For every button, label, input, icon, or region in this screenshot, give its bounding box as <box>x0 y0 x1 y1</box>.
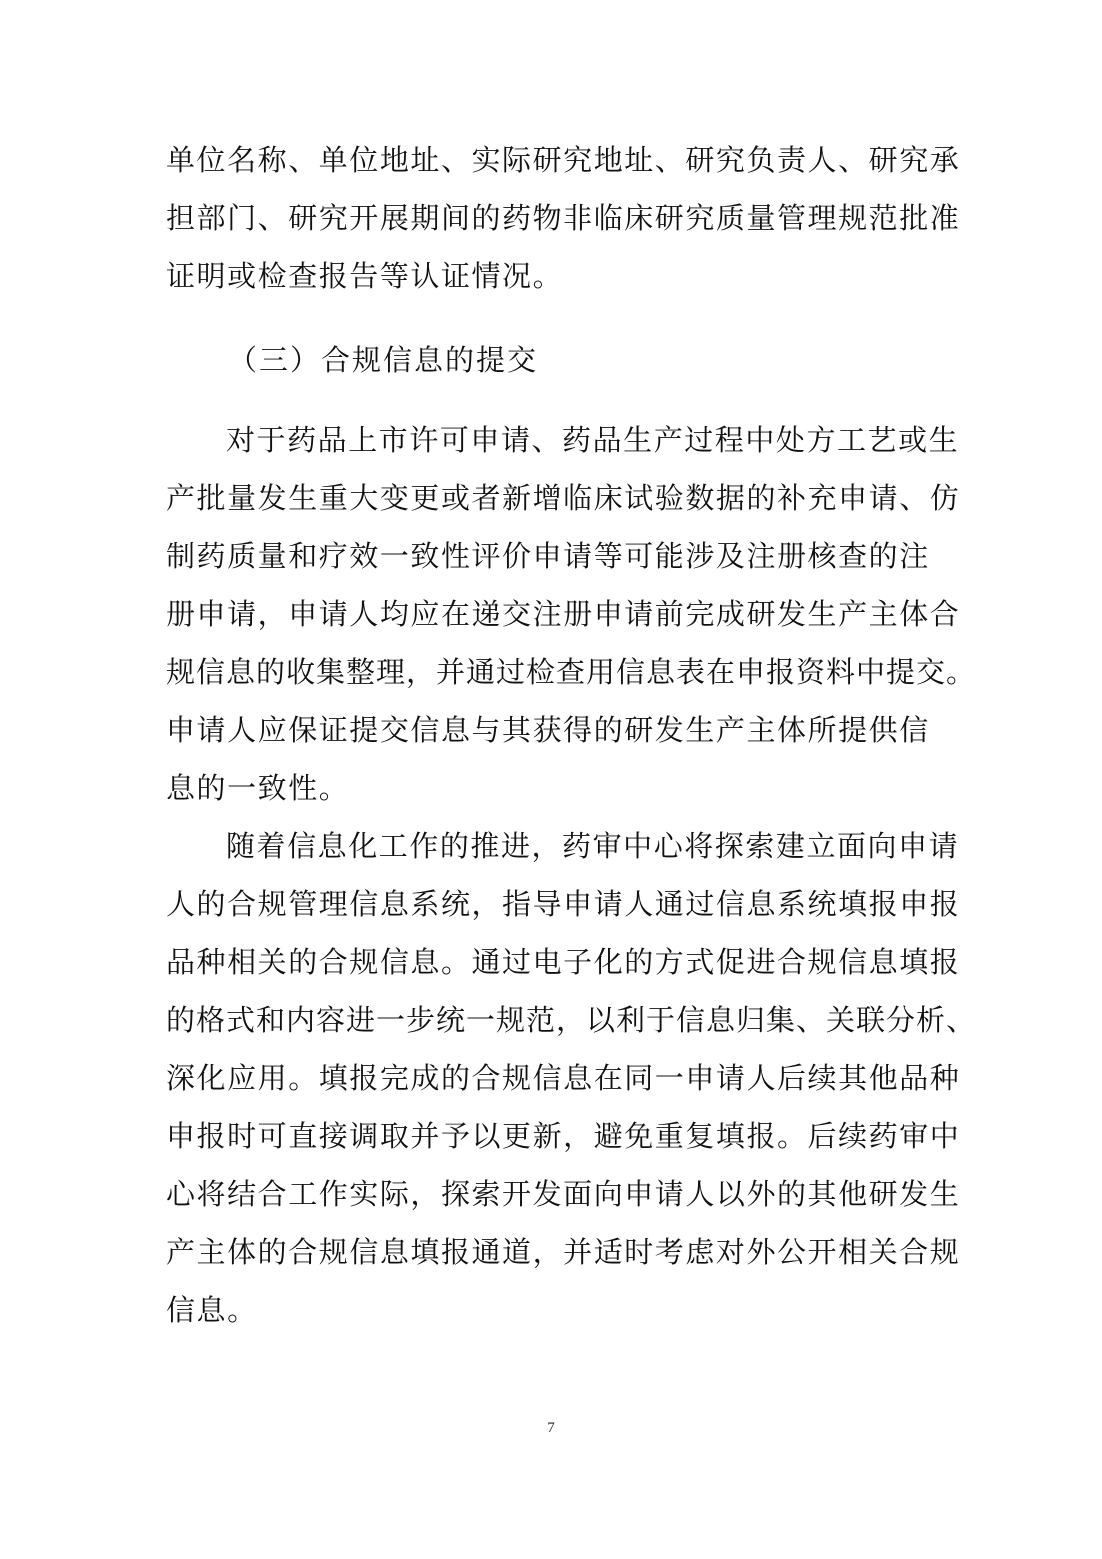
paragraph-2-line-5: 规信息的收集整理，并通过检查用信息表在申报资料中提交。 <box>166 655 977 689</box>
paragraph-2-line-4: 册申请，申请人均应在递交注册申请前完成研发生产主体合 <box>166 597 961 631</box>
paragraph-3-line-5: 深化应用。填报完成的合规信息在同一申请人后续其他品种 <box>166 1061 961 1095</box>
paragraph-2-line-7: 息的一致性。 <box>166 771 350 805</box>
paragraph-3-line-7: 心将结合工作实际，探索开发面向申请人以外的其他研发生 <box>166 1177 961 1211</box>
paragraph-2-line-3: 制药质量和疗效一致性评价申请等可能涉及注册核查的注 <box>166 539 930 573</box>
paragraph-1-line-1: 单位名称、单位地址、实际研究地址、研究负责人、研究承 <box>166 143 961 177</box>
section-heading: （三）合规信息的提交 <box>228 343 539 377</box>
paragraph-3-line-3: 品种相关的合规信息。通过电子化的方式促进合规信息填报 <box>166 945 961 979</box>
paragraph-3-line-4: 的格式和内容进一步统一规范，以利于信息归集、关联分析、 <box>166 1003 977 1037</box>
paragraph-2-line-2: 产批量发生重大变更或者新增临床试验数据的补充申请、仿 <box>166 481 961 515</box>
paragraph-1-line-3: 证明或检查报告等认证情况。 <box>166 259 564 293</box>
paragraph-3-line-1: 随着信息化工作的推进，药审中心将探索建立面向申请 <box>226 829 960 863</box>
paragraph-2-line-1: 对于药品上市许可申请、药品生产过程中处方工艺或生 <box>226 423 960 457</box>
paragraph-2-line-6: 申请人应保证提交信息与其获得的研发生产主体所提供信 <box>166 713 930 747</box>
paragraph-3-line-6: 申报时可直接调取并予以更新，避免重复填报。后续药审中 <box>166 1119 961 1153</box>
paragraph-3-line-8: 产主体的合规信息填报通道，并适时考虑对外公开相关合规 <box>166 1235 961 1269</box>
paragraph-3-line-9: 信息。 <box>166 1293 258 1327</box>
page-number: 7 <box>547 1420 555 1436</box>
paragraph-3-line-2: 人的合规管理信息系统，指导申请人通过信息系统填报申报 <box>166 887 961 921</box>
paragraph-1-line-2: 担部门、研究开展期间的药物非临床研究质量管理规范批准 <box>166 201 961 235</box>
